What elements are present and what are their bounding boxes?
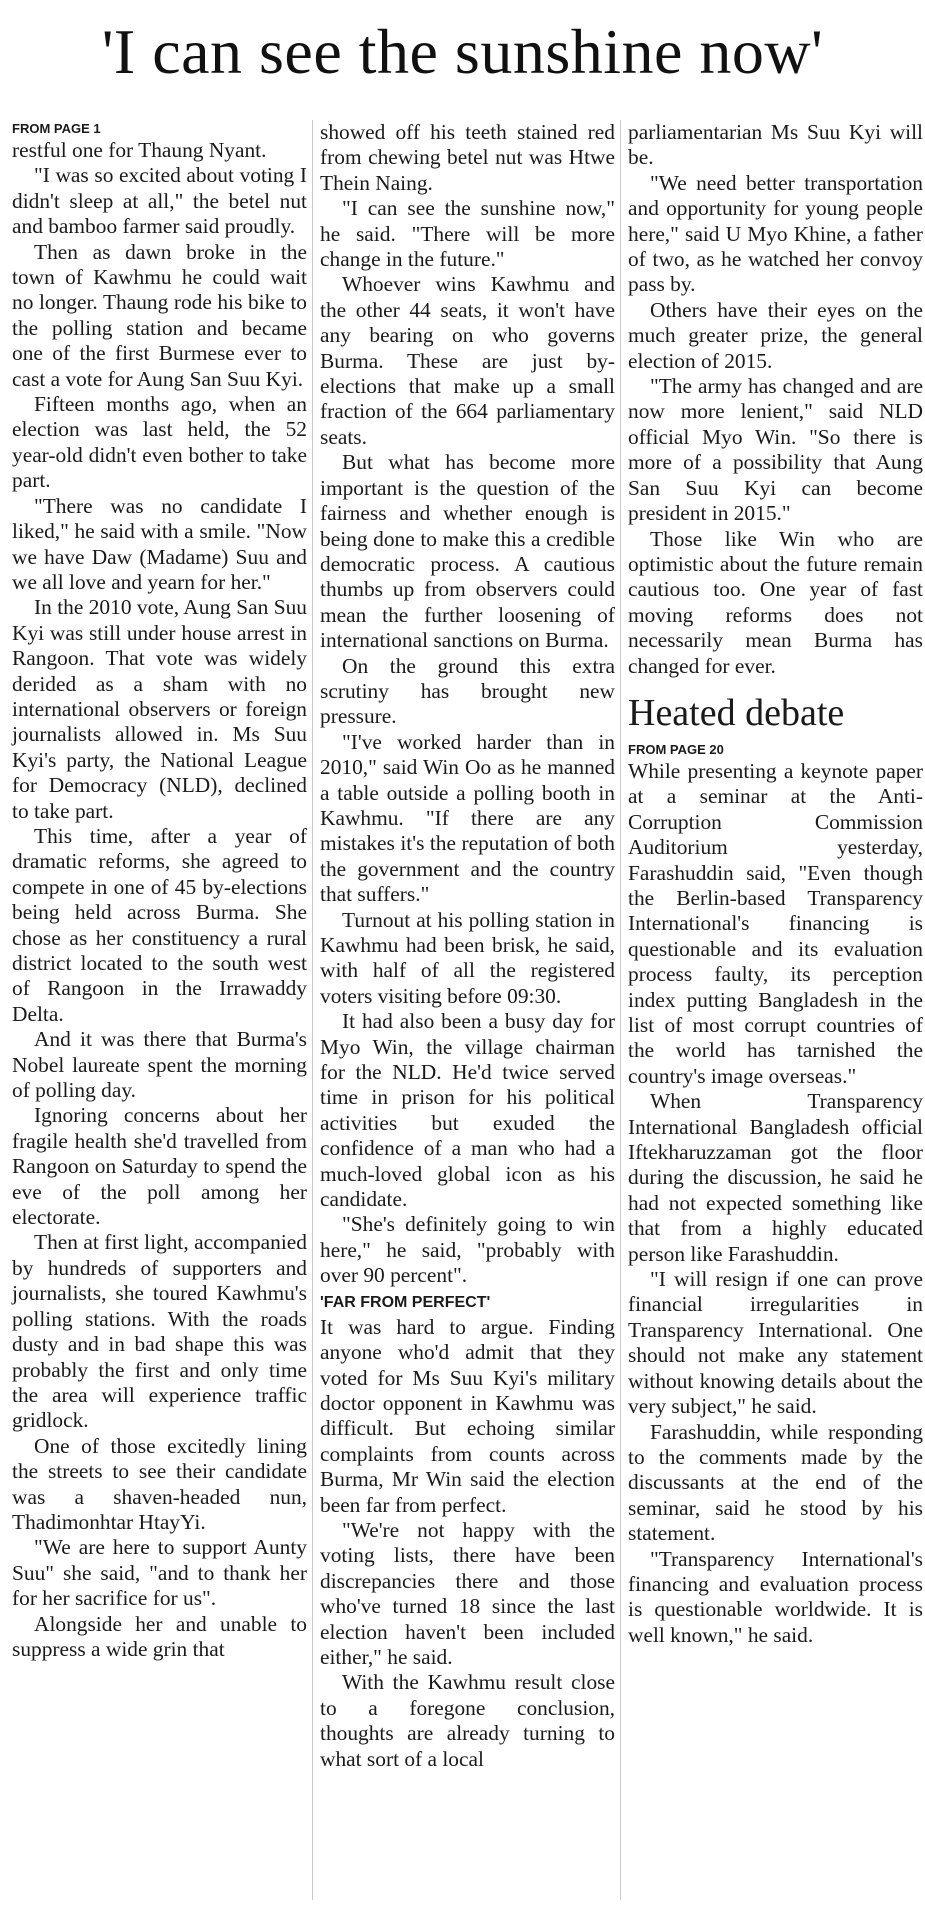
paragraph: On the ground this extra scrutiny has brought new pressure. — [320, 653, 615, 729]
paragraph: "I can see the sunshine now," he said. "There will be more change in the future." — [320, 196, 615, 272]
paragraph: "We're not happy with the voting lists, there have been discrepancies there and those who've turned 18 since the last election haven't been included either," he said. — [320, 1517, 615, 1669]
paragraph: Then at first light, accompanied by hundreds of supporters and journalists, she toured Kawhmu's polling stations. With the roads dusty and in bad shape this was probably the first and only time the area will experience traffic gridlock. — [12, 1230, 307, 1433]
paragraph: In the 2010 vote, Aung San Suu Kyi was still under house arrest in Rangoon. That vote was widely derided as a sham with no international observers or foreign journalists allowed in. Ms Suu Kyi's party, the National League for Democracy (NLD), declined to take part. — [12, 595, 307, 823]
paragraph: Turnout at his polling station in Kawhmu had been brisk, he said, with half of all the registered voters visiting before 09:30. — [320, 907, 615, 1008]
paragraph: Others have their eyes on the much greater prize, the general election of 2015. — [628, 297, 923, 373]
headline: 'I can see the sunshine now' — [101, 16, 824, 87]
column-2 — [320, 120, 615, 1772]
paragraph: restful one for Thaung Nyant. — [12, 138, 267, 162]
paragraph: "I will resign if one can prove financial irregularities in Transparency International. One should not make any statement without knowing details about the very subject," he said. — [628, 1267, 923, 1419]
paragraph: "There was no candidate I liked," he said with a smile. "Now we have Daw (Madame) Suu and we all love and yearn for her." — [12, 493, 307, 594]
paragraph: This time, after a year of dramatic reforms, she agreed to compete in one of 45 by-elections being held across Burma. She chose as her constituency a rural district located to the south west of Rangoon in the Irrawaddy Delta. — [12, 823, 307, 1026]
subhead-far-from-perfect: 'FAR FROM PERFECT' — [320, 1293, 491, 1311]
paragraph: But what has become more important is the question of the fairness and whether enough is being done to make this a credible democratic process. A cautious thumbs up from observers could mean the further loosening of international sanctions on Burma. — [320, 450, 615, 653]
column-divider — [312, 120, 313, 1900]
paragraph: "Transparency International's financing and evaluation process is questionable worldwide. It is well known," he said. — [628, 1546, 923, 1647]
paragraph: Farashuddin, while responding to the comments made by the discussants at the end of the seminar, said he stood by his statement. — [628, 1419, 923, 1546]
paragraph: And it was there that Burma's Nobel laureate spent the morning of polling day. — [12, 1027, 307, 1103]
kicker-from-page-20: FROM PAGE 20 — [628, 741, 724, 757]
column-divider — [620, 120, 621, 1900]
paragraph: Alongside her and unable to suppress a wide grin that — [12, 1611, 307, 1661]
paragraph: "The army has changed and are now more lenient," said NLD official Myo Win. "So there is more of a possibility that Aung San Suu Kyi can become president in 2015." — [628, 374, 923, 526]
column-1 — [12, 120, 307, 1662]
paragraph: It had also been a busy day for Myo Win, the village chairman for the NLD. He'd twice served time in prison for his political activities but exuded the confidence of a man who had a much-loved global icon as his candidate. — [320, 1009, 615, 1212]
paragraph: One of those excitedly lining the streets to see their candidate was a shaven-headed nun, Thadimonhtar HtayYi. — [12, 1433, 307, 1534]
section-title-heated-debate: Heated debate — [628, 691, 845, 734]
paragraph: "We are here to support Aunty Suu" she said, "and to thank her for her sacrifice for us". — [12, 1535, 307, 1611]
paragraph: showed off his teeth stained red from chewing betel nut was Htwe Thein Naing. — [320, 120, 615, 195]
paragraph: Whoever wins Kawhmu and the other 44 seats, it won't have any bearing on who governs Burma. These are just by-elections that make up a small fraction of the 664 parliamentary seats. — [320, 272, 615, 449]
column-3 — [628, 120, 923, 1648]
paragraph: With the Kawhmu result close to a foregone conclusion, thoughts are already turning to what sort of a local — [320, 1670, 615, 1771]
paragraph: While presenting a keynote paper at a seminar at the Anti-Corruption Commission Auditorium yesterday, Farashuddin said, "Even though the Berlin-based Transparency International's financing is questionable and its evaluation process faulty, its perception index putting Bangladesh in the list of most corrupt countries of the world has tarnished the country's image overseas." — [628, 758, 923, 1088]
paragraph: "I've worked harder than in 2010," said Win Oo as he manned a table outside a polling booth in Kawhmu. "If there are any mistakes it's the reputation of both the government and the country that suffers." — [320, 729, 615, 907]
paragraph: Ignoring concerns about her fragile health she'd travelled from Rangoon on Saturday to spend the eve of the poll among her electorate. — [12, 1103, 307, 1230]
paragraph: Those like Win who are optimistic about the future remain cautious too. One year of fast moving reforms does not necessarily mean Burma has changed for ever. — [628, 526, 923, 678]
paragraph: "We need better transportation and opportunity for young people here," said U Myo Khine, a father of two, as he watched her convoy pass by. — [628, 170, 923, 297]
paragraph: Fifteen months ago, when an election was last held, the 52 year-old didn't even bother to take part. — [12, 392, 307, 493]
paragraph: parliamentarian Ms Suu Kyi will be. — [628, 120, 923, 170]
paragraph: It was hard to argue. Finding anyone who'd admit that they voted for Ms Suu Kyi's military doctor opponent in Kawhmu was difficult. But echoing similar complaints from counts across Burma, Mr Win said the election been far from perfect. — [320, 1314, 615, 1517]
paragraph: When Transparency International Bangladesh official Iftekharuzzaman got the floor during the discussion, he said he had not expected something like that from a highly educated person like Farashuddin. — [628, 1089, 923, 1266]
paragraph: "She's definitely going to win here," he said, "probably with over 90 percent". — [320, 1212, 615, 1288]
paragraph: Then as dawn broke in the town of Kawhmu he could wait no longer. Thaung rode his bike to the polling station and became one of the first Burmese ever to cast a vote for Aung San Suu Kyi. — [12, 239, 307, 391]
kicker-from-page-1: FROM PAGE 1 — [12, 121, 101, 136]
paragraph: "I was so excited about voting I didn't sleep at all," the betel nut and bamboo farmer said proudly. — [12, 163, 307, 239]
